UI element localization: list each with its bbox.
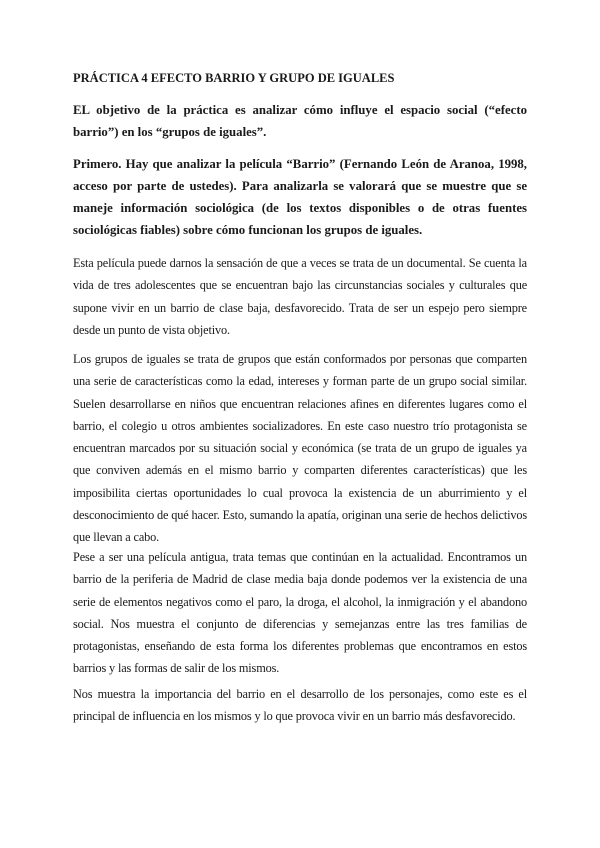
document-title: PRÁCTICA 4 EFECTO BARRIO Y GRUPO DE IGUALES	[73, 71, 395, 85]
body-paragraph-3: Pese a ser una película antigua, trata temas que continúan en la actualidad. Encontramos un barrio de la periferia de Madrid de clase media baja donde podemos ver la existencia de una serie de elementos negativos como el paro, la droga, el alcohol, la inmigración y el abandono social. Nos muestra el conjunto de diferencias y semejanzas entre las tres familias de protagonistas, enseñando de esta forma los diferentes problemas que encontramos en estos barrios y las formas de salir de los mismos.	[73, 550, 527, 676]
instruction-paragraph: Primero. Hay que analizar la película “Barrio” (Fernando León de Aranoa, 1998, acceso por parte de ustedes). Para analizarla se valorará que se muestre que se maneje información sociológica (de los textos disponibles o de otras fuentes sociológicas fiables) sobre cómo funcionan los grupos de iguales.	[73, 157, 527, 237]
body-paragraph-1: Esta película puede darnos la sensación de que a veces se trata de un documental. Se cuenta la vida de tres adolescentes que se encuentran bajo las circunstancias sociales y culturales que supone vivir en un barrio de clase baja, desfavorecido. Trata de ser un espejo pero siempre desde un punto de vista objetivo.	[73, 256, 527, 337]
objective-paragraph: EL objetivo de la práctica es analizar cómo influye el espacio social (“efecto barrio”) en los “grupos de iguales”.	[73, 103, 527, 139]
body-paragraph-4: Nos muestra la importancia del barrio en el desarrollo de los personajes, como este es el principal de influencia en los mismos y lo que provoca vivir en un barrio más desfavorecido.	[73, 687, 527, 724]
body-paragraph-2: Los grupos de iguales se trata de grupos que están conformados por personas que comparten una serie de características como la edad, intereses y forman parte de un grupo social similar. Suelen desarrollarse en niños que encuentran relaciones afines en diferentes lugares como el barrio, el colegio u otros ambientes socializadores. En este caso nuestro trío protagonista se encuentran marcados por su situación social y económica (se trata de un grupo de iguales ya que conviven además en el mismo barrio y comparten diferentes características) que les imposibilita ciertas oportunidades lo cual provoca la existencia de un aburrimiento y el desconocimiento de qué hacer. Esto, sumando la apatía, originan una serie de hechos delictivos que llevan a cabo.	[73, 352, 527, 545]
